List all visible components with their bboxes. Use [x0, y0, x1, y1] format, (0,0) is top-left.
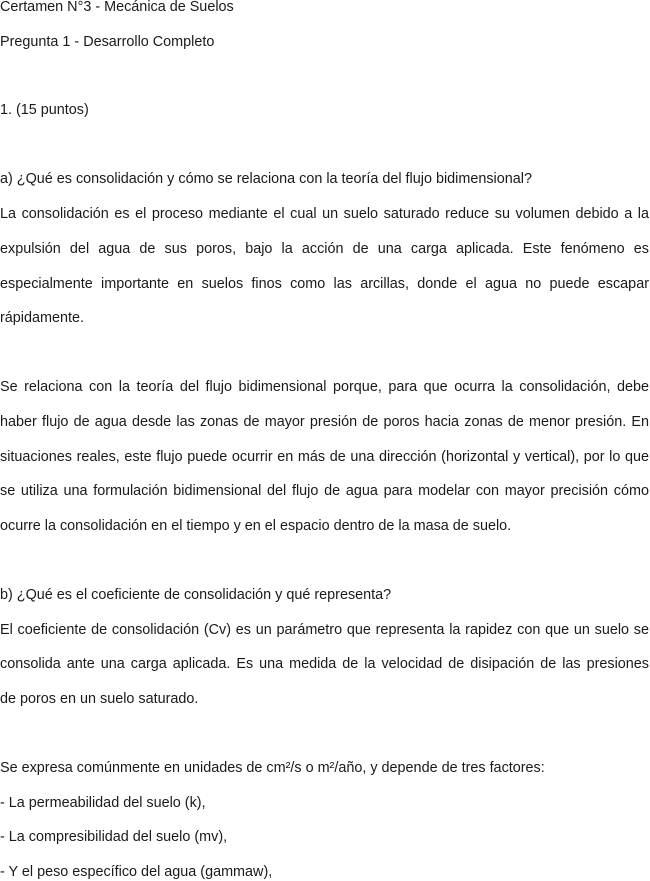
part-a-para1-line: rápidamente. [0, 310, 84, 326]
part-a-para2-line: situaciones reales, este flujo puede ocurrir en más de una dirección (horizontal y vertical), por lo que [0, 449, 649, 465]
part-b-para1-line: El coeficiente de consolidación (Cv) es un parámetro que representa la rapidez con que un suelo se [0, 622, 649, 638]
factor-item: - La compresibilidad del suelo (mv), [0, 829, 228, 845]
part-b-para1-line: consolida ante una carga aplicada. Es una medida de la velocidad de disipación de las presiones [0, 656, 649, 672]
part-a-para2-line: haber flujo de agua desde las zonas de mayor presión de poros hacia zonas de menor presión. En [0, 414, 649, 430]
factor-item: - Y el peso específico del agua (gammaw), [0, 864, 273, 880]
part-b-para1-line: de poros en un suelo saturado. [0, 691, 199, 707]
part-a-para2-line: Se relaciona con la teoría del flujo bidimensional porque, para que ocurra la consolidación, debe [0, 379, 649, 395]
part-a-para1-line: especialmente importante en suelos finos como las arcillas, donde el agua no puede escapar [0, 276, 649, 292]
part-a-para1-line: expulsión del agua de sus poros, bajo la acción de una carga aplicada. Este fenómeno es [0, 241, 649, 257]
document-title: Certamen N°3 - Mecánica de Suelos [0, 0, 234, 15]
part-a-para2-line: ocurre la consolidación en el tiempo y en el espacio dentro de la masa de suelo. [0, 518, 512, 534]
part-a-question: a) ¿Qué es consolidación y cómo se relaciona con la teoría del flujo bidimensional? [0, 171, 532, 187]
part-b-para2-line: Se expresa comúnmente en unidades de cm²/s o m²/año, y depende de tres factores: [0, 760, 545, 776]
question-number: 1. (15 puntos) [0, 102, 89, 118]
factor-item: - La permeabilidad del suelo (k), [0, 795, 206, 811]
document-subtitle: Pregunta 1 - Desarrollo Completo [0, 34, 215, 50]
part-a-para1-line: La consolidación es el proceso mediante el cual un suelo saturado reduce su volumen debido a la [0, 206, 649, 222]
part-b-question: b) ¿Qué es el coeficiente de consolidación y qué representa? [0, 587, 392, 603]
part-a-para2-line: se utiliza una formulación bidimensional del flujo de agua para modelar con mayor precisión cómo [0, 483, 649, 499]
